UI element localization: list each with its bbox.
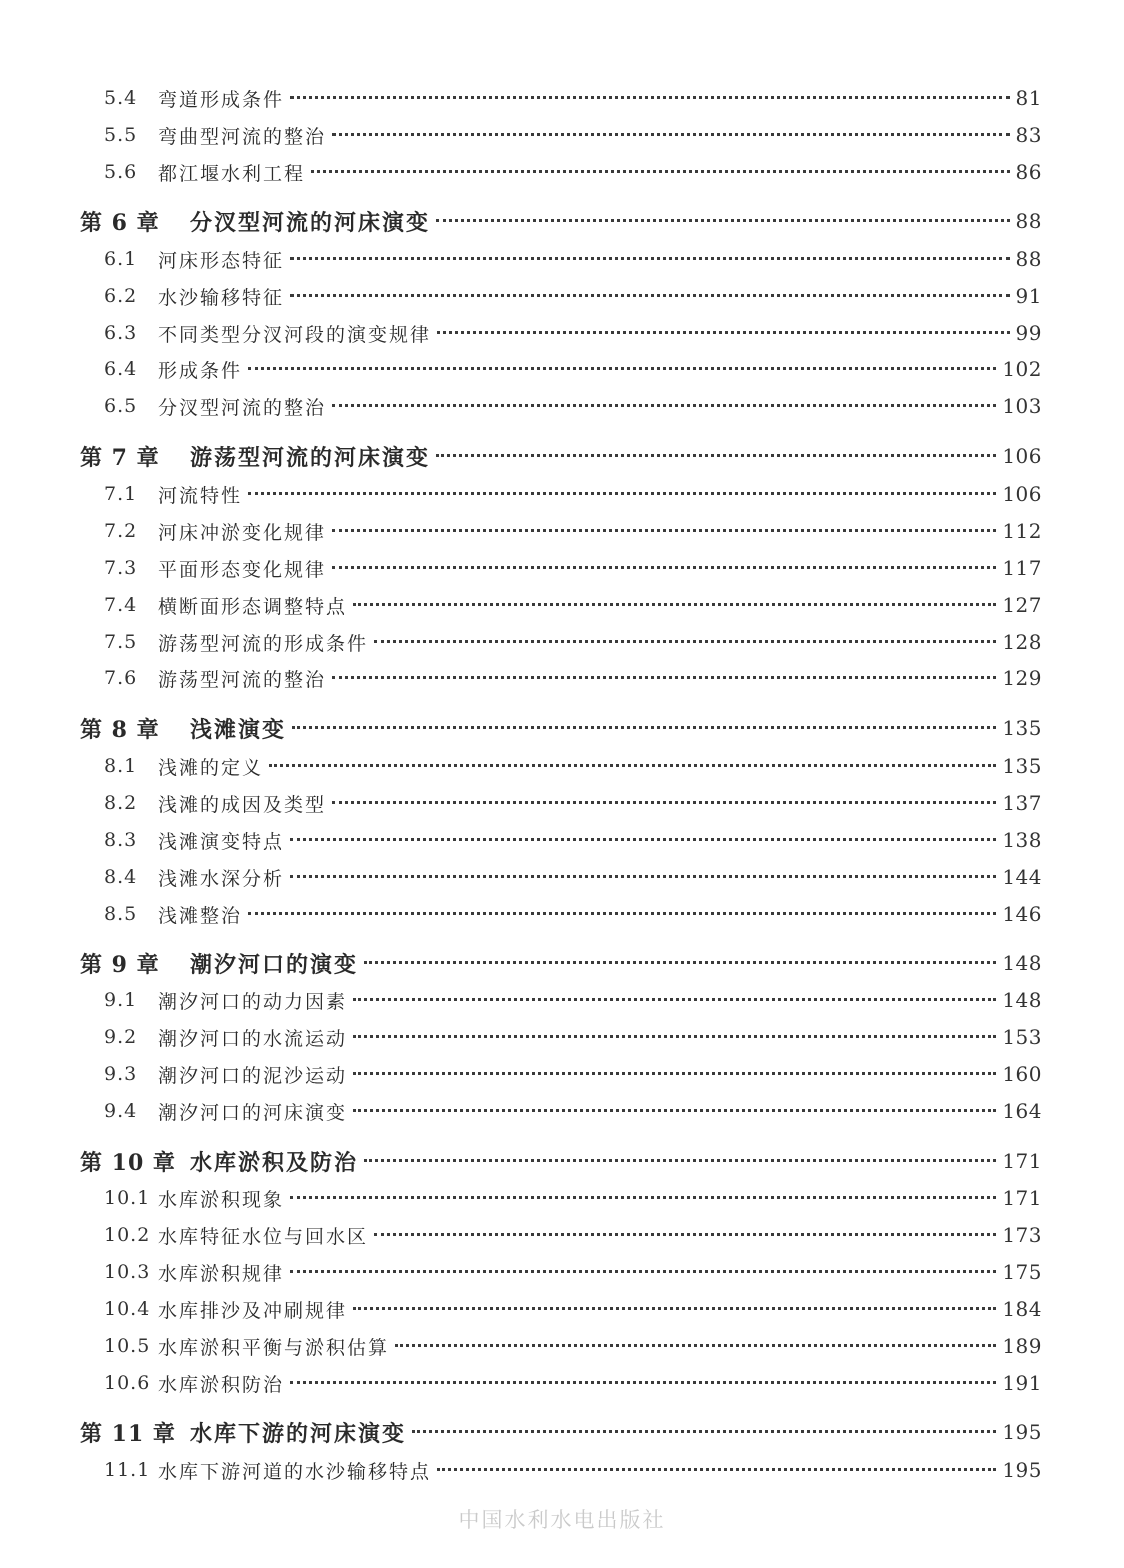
chapter-number: 第 7 章 [80,444,160,471]
page-number: 127 [1002,593,1042,617]
toc-section-row[interactable] [80,517,1042,545]
section-number: 10.4 [104,1298,151,1320]
dot-leader [353,1072,996,1075]
dot-leader [412,1430,996,1433]
section-number: 9.3 [104,1063,138,1085]
section-title: 水库淤积现象 [158,1188,285,1211]
toc-chapter-row[interactable] [80,1418,1042,1446]
section-number: 6.5 [104,395,138,417]
toc-chapter-row[interactable] [80,1147,1042,1175]
section-title: 横断面形态调整特点 [158,595,348,618]
section-number: 6.1 [104,248,138,270]
section-number: 7.2 [104,520,138,542]
dot-leader [290,1196,996,1199]
section-title: 河床形态特征 [158,249,285,272]
dot-leader [292,726,996,729]
section-title: 都江堰水利工程 [158,162,306,185]
toc-section-row[interactable] [80,480,1042,508]
section-title: 游荡型河流的形成条件 [158,632,369,655]
section-number: 7.1 [104,483,138,505]
page-number: 171 [1002,1186,1042,1210]
toc-section-row[interactable] [80,900,1042,928]
dot-leader [332,676,996,679]
dot-leader [364,1159,996,1162]
toc-section-row[interactable] [80,863,1042,891]
toc-section-row[interactable] [80,789,1042,817]
section-number: 7.5 [104,631,138,653]
section-number: 7.6 [104,667,138,689]
chapter-number: 第 10 章 [80,1149,176,1176]
toc-section-row[interactable] [80,591,1042,619]
toc-chapter-row[interactable] [80,442,1042,470]
section-title: 河床冲淤变化规律 [158,521,327,544]
toc-section-row[interactable] [80,1184,1042,1212]
section-title: 弯曲型河流的整治 [158,125,327,148]
toc-section-row[interactable] [80,245,1042,273]
page-number: 146 [1002,902,1042,926]
section-title: 水库特征水位与回水区 [158,1225,369,1248]
dot-leader [290,1381,996,1384]
dot-leader [290,1270,996,1273]
page-number: 86 [1015,160,1042,184]
section-title: 浅滩演变特点 [158,830,285,853]
page-number: 83 [1015,123,1042,147]
dot-leader [353,1035,996,1038]
toc-section-row[interactable] [80,1456,1042,1484]
section-number: 8.4 [104,866,138,888]
section-number: 10.3 [104,1261,151,1283]
page-number: 137 [1002,791,1042,815]
section-title: 水库排沙及冲刷规律 [158,1299,348,1322]
page-number: 106 [1002,444,1042,468]
toc-section-row[interactable] [80,282,1042,310]
section-number: 10.1 [104,1187,151,1209]
section-title: 潮汐河口的河床演变 [158,1101,348,1124]
dot-leader [437,331,1010,334]
dot-leader [353,1109,996,1112]
chapter-number: 第 11 章 [80,1420,176,1447]
toc-chapter-row[interactable] [80,714,1042,742]
dot-leader [248,492,996,495]
dot-leader [436,219,1010,222]
dot-leader [374,640,996,643]
toc-section-row[interactable] [80,355,1042,383]
toc-section-row[interactable] [80,1221,1042,1249]
toc-section-row[interactable] [80,121,1042,149]
section-number: 6.2 [104,285,138,307]
section-number: 5.6 [104,161,138,183]
dot-leader [332,801,996,804]
toc-section-row[interactable] [80,1369,1042,1397]
page-number: 129 [1002,666,1042,690]
toc-section-row[interactable] [80,554,1042,582]
page-number: 173 [1002,1223,1042,1247]
section-number: 8.3 [104,829,138,851]
section-title: 水库淤积防治 [158,1373,285,1396]
dot-leader [290,257,1010,260]
section-title: 水沙输移特征 [158,286,285,309]
page-number: 138 [1002,828,1042,852]
dot-leader [364,961,996,964]
page-number: 189 [1002,1334,1042,1358]
section-number: 10.2 [104,1224,151,1246]
page-number: 195 [1002,1420,1042,1444]
toc-section-row[interactable] [80,628,1042,656]
page-number: 164 [1002,1099,1042,1123]
section-number: 5.5 [104,124,138,146]
page-number: 88 [1015,247,1042,271]
section-title: 弯道形成条件 [158,88,285,111]
section-number: 6.4 [104,358,138,380]
section-title: 浅滩的定义 [158,756,264,779]
toc-section-row[interactable] [80,1295,1042,1323]
dot-leader [353,1307,996,1310]
page-number: 135 [1002,754,1042,778]
section-title: 水库淤积平衡与淤积估算 [158,1336,390,1359]
section-number: 8.2 [104,792,138,814]
section-title: 浅滩的成因及类型 [158,793,327,816]
toc-chapter-row[interactable] [80,207,1042,235]
chapter-number: 第 8 章 [80,716,160,743]
section-number: 10.6 [104,1372,151,1394]
toc-section-row[interactable] [80,752,1042,780]
dot-leader [269,764,996,767]
section-title: 平面形态变化规律 [158,558,327,581]
section-number: 11.1 [104,1459,151,1481]
page-number: 135 [1002,716,1042,740]
toc-section-row[interactable] [80,1023,1042,1051]
section-title: 水库下游河道的水沙输移特点 [158,1460,432,1483]
dot-leader [437,1468,996,1471]
section-title: 分汊型河流的整治 [158,396,327,419]
dot-leader [332,529,996,532]
dot-leader [248,912,996,915]
section-title: 游荡型河流的整治 [158,668,327,691]
page-number: 102 [1002,357,1042,381]
dot-leader [290,838,996,841]
page-number: 117 [1002,556,1042,580]
chapter-title: 水库下游的河床演变 [190,1420,407,1447]
chapter-title: 水库淤积及防治 [190,1149,359,1176]
toc-chapter-row[interactable] [80,949,1042,977]
section-title: 形成条件 [158,359,243,382]
toc-section-row[interactable] [80,392,1042,420]
page-number: 81 [1015,86,1042,110]
section-number: 8.1 [104,755,138,777]
toc-section-row[interactable] [80,1332,1042,1360]
dot-leader [248,367,996,370]
toc-section-row[interactable] [80,1097,1042,1125]
page-number: 171 [1002,1149,1042,1173]
section-number: 8.5 [104,903,138,925]
section-number: 9.4 [104,1100,138,1122]
section-number: 5.4 [104,87,138,109]
toc-section-row[interactable] [80,84,1042,112]
page-number: 148 [1002,988,1042,1012]
toc-section-row[interactable] [80,1060,1042,1088]
toc-section-row[interactable] [80,1258,1042,1286]
page-number: 195 [1002,1458,1042,1482]
section-number: 7.3 [104,557,138,579]
section-title: 不同类型分汊河段的演变规律 [158,323,432,346]
page-number: 144 [1002,865,1042,889]
chapter-title: 潮汐河口的演变 [190,951,359,978]
dot-leader [332,566,996,569]
section-title: 水库淤积规律 [158,1262,285,1285]
page-number: 88 [1015,209,1042,233]
dot-leader [290,875,996,878]
dot-leader [395,1344,996,1347]
dot-leader [332,133,1010,136]
page-number: 128 [1002,630,1042,654]
page-number: 175 [1002,1260,1042,1284]
chapter-title: 浅滩演变 [190,716,287,743]
section-number: 7.4 [104,594,138,616]
section-title: 河流特性 [158,484,243,507]
section-title: 浅滩水深分析 [158,867,285,890]
section-number: 9.2 [104,1026,138,1048]
toc-section-row[interactable] [80,826,1042,854]
page-number: 91 [1015,284,1042,308]
section-title: 潮汐河口的水流运动 [158,1027,348,1050]
page-number: 112 [1002,519,1042,543]
toc-section-row[interactable] [80,986,1042,1014]
dot-leader [290,96,1010,99]
page-number: 106 [1002,482,1042,506]
page-number: 148 [1002,951,1042,975]
section-number: 6.3 [104,322,138,344]
toc-section-row[interactable] [80,158,1042,186]
section-number: 9.1 [104,989,138,1011]
toc-section-row[interactable] [80,664,1042,692]
chapter-number: 第 6 章 [80,209,160,236]
chapter-number: 第 9 章 [80,951,160,978]
section-title: 潮汐河口的泥沙运动 [158,1064,348,1087]
page-number: 153 [1002,1025,1042,1049]
toc-section-row[interactable] [80,319,1042,347]
page-number: 103 [1002,394,1042,418]
page-number: 191 [1002,1371,1042,1395]
chapter-title: 分汊型河流的河床演变 [190,209,431,236]
page-number: 184 [1002,1297,1042,1321]
dot-leader [311,170,1010,173]
publisher-watermark: 中国水利水电出版社 [458,1508,666,1532]
section-title: 浅滩整治 [158,904,243,927]
chapter-title: 游荡型河流的河床演变 [190,444,431,471]
dot-leader [374,1233,996,1236]
dot-leader [332,404,996,407]
section-title: 潮汐河口的动力因素 [158,990,348,1013]
dot-leader [436,454,996,457]
page-number: 160 [1002,1062,1042,1086]
dot-leader [290,294,1010,297]
dot-leader [353,998,996,1001]
page-number: 99 [1015,321,1042,345]
section-number: 10.5 [104,1335,151,1357]
dot-leader [353,603,996,606]
